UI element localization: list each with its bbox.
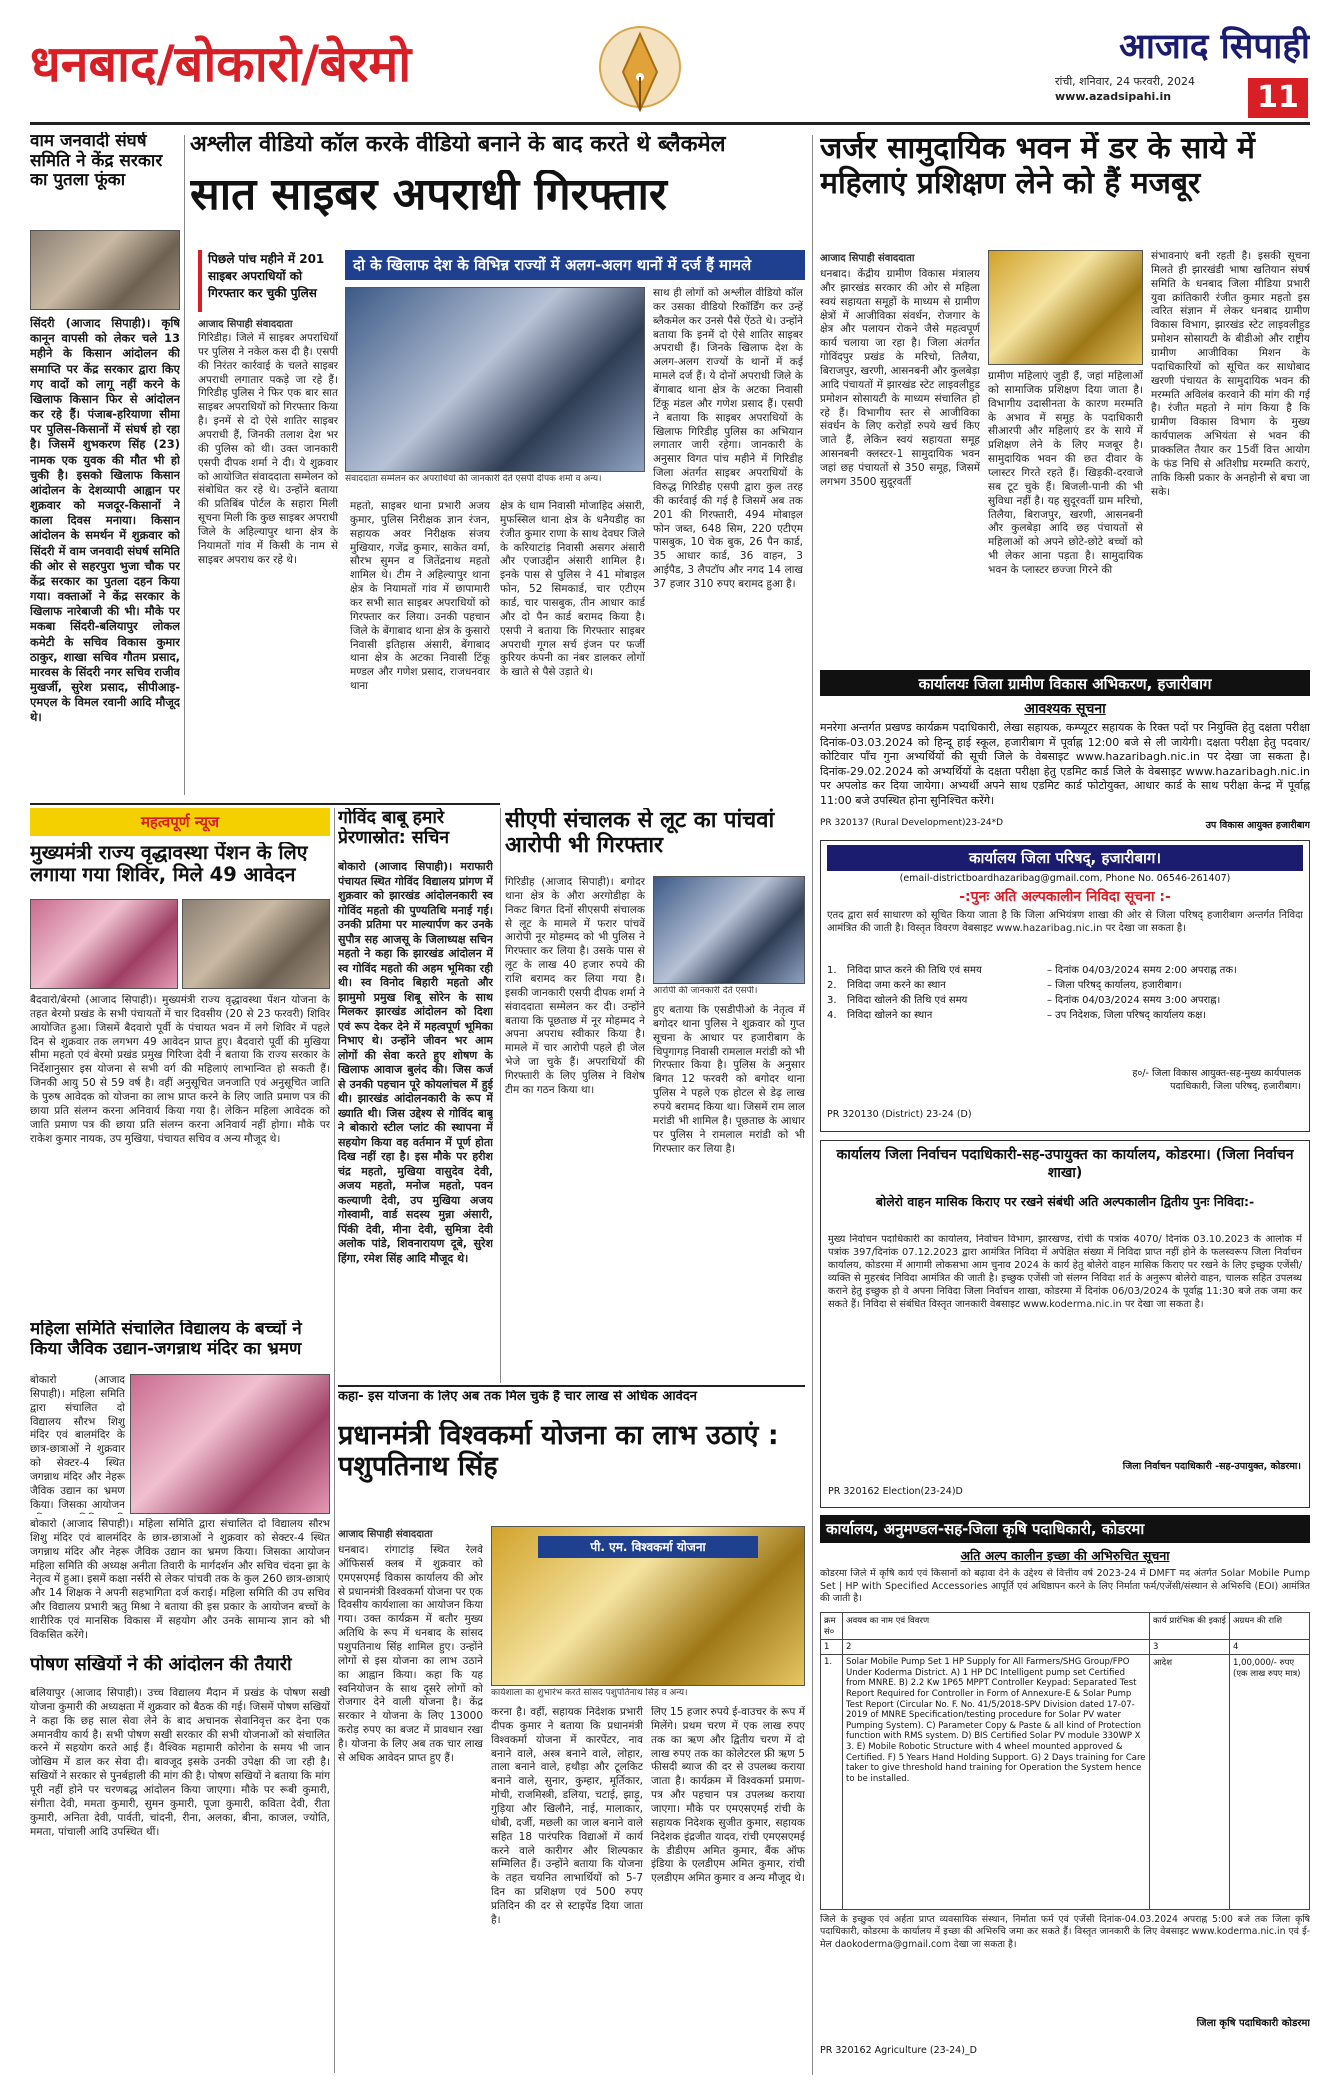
section-rule	[338, 1385, 805, 1387]
ad-body: मनरेगा अन्तर्गत प्रखण्ड कार्यक्रम पदाधिकारी, लेखा सहायक, कम्प्यूटर सहायक के रिक्त पदों पर नियुक्ति हेतु दक्षता परीक्षा दिनांक-03.03.2024 को हिन्दू हाई स्कूल, हजारीबाग में पूर्वाह्न 12:00 बजे से ली जायेगी। दक्षता परीक्षा हेतु पदवार/कोटिवार पाँच गुना अभ्यर्थियों की सूची जिले के वेबसाइट www.hazaribagh.nic.in पर देखा जा सकता है। दिनांक-29.02.2024 को अभ्यर्थियों के दक्षता परीक्षा हेतु एडमिट कार्ड जिले के वेबसाइट www.hazaribagh.nic.in पर अपलोड कर दिया जायेगा। अभ्यर्थी अपने साथ एडमिट कार्ड फोटोयुक्त, आधार कार्ड के साथ परीक्षा केन्द्र में पूर्वाह्न 11:00 बजे उपस्थित होना सुनिश्चित करेंगे।	[820, 721, 1310, 807]
ad-signature: उप विकास आयुक्त हजारीबाग	[1205, 820, 1310, 831]
website: www.azadsipahi.in	[1055, 90, 1172, 103]
body: सिंदरी (आजाद सिपाही)। कृषि कानून वापसी को लेकर चले 13 महीने के किसान आंदोलन की समाप्ति पर केंद्र सरकार द्वारा किए गए वादों को लागू नहीं करने के खिलाफ किसान फिर से आंदोलन कर रहे हैं। पंजाब-हरियाणा सीमा पर पुलिस-किसानों में संघर्ष हो रहा है। जिसमें शुभकरण सिंह (23) नामक एक युवक की मौत भी हो चुकी है। इसको खिलाफ किसान आंदोलन के देशव्यापी आह्वान पर शुक्रवार को मजदूर-किसानों ने काला दिवस मनाया। किसान आंदोलन के समर्थन में शुक्रवार को सिंदरी में वाम जनवादी संघर्ष समिति की ओर से सहरपुरा भुजा चौक पर केंद्र सरकार का पुतला दहन किया गया। वक्ताओं ने केंद्र सरकार के खिलाफ नारेबाजी की भी। मौके पर मकबा सिंदरी-बलियापुर लोकल कमेटी के सचिव विकास कुमार ठाकुर, शाखा सचिव गौतम प्रसाद, मारवस के सिंदरी नगर सचिव राजीव मुखर्जी, सुरेश प्रसाद, सीपीआइ-एमएल के विमल रवानी आदि मौजूद थे।	[30, 316, 180, 725]
footer-color-strip	[30, 2076, 1310, 2084]
body-col4: साथ ही लोगों को अश्लील वीडियो कॉल कर उसका वीडियो रिकॉर्डिंग कर उन्हें ब्लैकमेल कर उनसे पैसे ऐंठते थे। उन्होंने बताया कि इनमें दो ऐसे शातिर साइबर अपराधी हैं। जिनके खिलाफ देश के अलग-अलग राज्यों के थानों में कई मामले दर्ज हैं। ये दोनों अपराधी जिले के बेंगाबाद थाना क्षेत्र के अटका निवासी टिंकू मंडल और गणेश प्रसाद हैं। एसपी ने बताया कि साइबर अपराधियों के खिलाफ गिरिडीह पुलिस का अभियान लगातार जारी रहेगा। जानकारी के अनुसार विगत पांच महीने में गिरिडीह जिला अंतर्गत साइबर अपराधियों के विरुद्ध गिरिडीह एसपी द्वारा कुल तरह की कार्रवाई की गई है जिसमें अब तक 201 की गिरफ्तारी, 494 मोबाइल फोन जब्त, 648 सिम, 220 एटीएम पासबुक, 10 चेक बुक, 26 पैन कार्ड, 35 आधार कार्ड, 36 वाहन, 3 आईपैड, 3 लैपटॉप और नगद 14 लाख 37 हजार 310 रुपए बरामद हुआ है।	[653, 287, 803, 591]
ad-row	[827, 978, 1303, 993]
row-number: 2.	[827, 980, 837, 991]
ad-krishi	[820, 1515, 1310, 2070]
ad-rows	[827, 963, 1303, 1023]
masthead	[0, 0, 1325, 128]
ad-header: कार्यालय जिला निर्वाचन पदाधिकारी-सह-उपायुक्त का कार्यालय, कोडरमा। (जिला निर्वाचन शाखा)	[836, 1147, 1294, 1182]
paper-name: आजाद सिपाही	[1119, 27, 1310, 67]
ad-zila-parishad	[820, 840, 1310, 1132]
ad-pr: PR 320130 (District) 23-24 (D)	[827, 1109, 972, 1120]
body: बलियापुर (आजाद सिपाही)। उच्च विद्यालय मैदान में प्रखंड के पोषण सखी योजना कुमारी की अध्यक्षता में शुक्रवार को बैठक की गई। जिसमें पोषण सखियों ने कहा कि छह साल सेवा लेने के बाद अचानक सेवानिवृत्त कर देना एक अमानवीय कार्य है। सभी पोषण सखी सरकार की सभी योजनाओं को संचालित करने में सहयोग करते आई हैं। वैश्विक महामारी कोरोना के समय भी जान जोखिम में डाल कर सेवा दी। बावजूद इसके उनकी उपेक्षा की जा रही है। सखियों ने सरकार से पुनर्बहाली की मांग की है। पोषण सखियों ने बताया कि मांग पूरी नहीं होने पर चरणबद्ध आंदोलन किया जाएगा। मौके पर रूबी कुमारी, संगीता देवी, ममता कुमारी, सुमन कुमारी, पूजा कुमारी, कविता देवी, रीता कुमारी, अनिता देवी, पार्वती, चांदनी, रीना, अलका, बीना, काजल, ज्योति, ममता, पांचाली आदि उपस्थित थीं।	[30, 1687, 330, 1838]
photo-strip	[30, 899, 330, 989]
body-col2: महतो, साइबर थाना प्रभारी अजय कुमार, पुलिस निरीक्षक ज्ञान रंजन, सहायक अवर निरीक्षक संजय मुखियार, गजेंद्र कुमार, साकेत वर्मा, सौरभ सुमन व जितेंद्रनाथ महतो शामिल थे। टीम ने अहिल्यापुर थाना क्षेत्र के नियामतों गांव में छापामारी कर सभी सात साइबर अपराधियों को गिरफ्तार कर लिया। उनकी पहचान जिले के बेंगाबाद थाना क्षेत्र के कुसारो निवासी इतिहास अंसारी, बेंगाबाद थाना क्षेत्र के अटका निवासी टिंकू मण्डल और गणेश प्रसाद, राजधनवार थाना	[350, 500, 490, 693]
section-title: धनबाद/बोकारो/बेरमो	[30, 35, 412, 93]
headline: प्रधानमंत्री विश्वकर्मा योजना का लाभ उठाएं : पशुपतिनाथ सिंह	[338, 1420, 779, 1483]
body-left: बोकारो (आजाद सिपाही)। महिला समिति द्वारा संचालित दो विद्यालय सौरभ शिशु मंदिर एवं बालमंदिर के छात्र-छात्राओं ने शुक्रवार को सेक्टर-4 स्थित जगन्नाथ मंदिर और नेहरू जैविक उद्यान का भ्रमण किया। जिसका आयोजन	[30, 1374, 125, 1511]
column-header: कार्य प्रारंभिक की इकाई	[1150, 1613, 1230, 1640]
column-header: अग्रधन की राशि	[1230, 1613, 1310, 1640]
ad-pr: PR 320162 Election(23-24)D	[828, 1486, 963, 1497]
pen-nib-logo-icon	[575, 22, 705, 122]
body-col2: हुए बताया कि एसडीपीओ के नेतृत्व में बगोदर थाना पुलिस ने शुक्रवार को गुप्त सूचना के आधार पर हजारीबाग के चिपुगागड़ निवासी रामलाल मरांडी को भी गिरफ्तार किया है। पुलिस के अनुसार बिगत 12 फरवरी को बगोदर थाना पुलिस ने पहले एक होटल से डेढ़ लाख रुपये बरामद किया था। जिसमें राम लाल मरांडी भी शामिल है। पूछताछ के आधार पर पुलिस ने रामलाल मरांडी को भी गिरफ्तार कर लिया है।	[653, 1004, 805, 1155]
body: बोकारो (आजाद सिपाही)। मराफारी पंचायत स्थित गोविंद विद्यालय प्रांगण में शुक्रवार को झारखंड आंदोलनकारी स्व गोविंद महतो की पुण्यतिथि मनाई गई। उनकी प्रतिमा पर माल्यार्पण कर उनके सुपौत्र सह आजसू के जिलाध्यक्ष सचिन महतो ने कहा कि झारखंड आंदोलन में स्व गोविंद महतो की अहम भूमिका रही थी। स्व विनोद बिहारी महतो और झामुमो प्रमुख शिबू सोरेन के साथ मिलकर झारखंड आंदोलन को दिशा एवं रूप देकर देने में महत्वपूर्ण भूमिका निभाए थे। उन्होंने जीवन भर आम लोगों की सेवा करते हुए शोषण के खिलाफ आवाज बुलंद की। जिस कर्ज से उनकी पहचान पूरे कोयलांचल में हुई थी। झारखंड आंदोलनकारी के रूप में ख्याति थी। जिस उद्देश्य से गोविंद बाबू ने बोकारो स्टील प्लांट की स्थापना में सहयोग किया वह वर्तमान में पूर्ण होता दिख नहीं रहा है। इस मौके पर हरीश चंद्र महतो, मुखिया वासुदेव देवी, अजय महतो, मनोज महतो, पवन कल्याणी देवी, उप मुखिया अजय गोस्वामी, वार्ड सदस्य मुन्ना अंसारी, पिंकी देवी, मीना देवी, सुमित्रा देवी अलोक पांडे, शिवनारायण दूबे, सुरेश हिंगा, रमेश सिंह आदि मौजूद थे।	[338, 860, 493, 1265]
page-number: 11	[1248, 78, 1308, 118]
item-unit: आदेश	[1150, 1655, 1230, 1910]
ad-signature: ह०/- जिला विकास आयुक्त-सह-मुख्य कार्यपालक पदाधिकारी, जिला परिषद्, हजारीबाग।	[1132, 1068, 1301, 1092]
row-number: 3.	[827, 995, 837, 1006]
row-value: – दिनांक 04/03/2024 समय 2:00 अपराह्न तक।	[1047, 965, 1237, 976]
byline: आजाद सिपाही संवाददाता	[198, 319, 293, 330]
protest-photo	[30, 230, 180, 310]
ad-header: कार्यालयः जिला ग्रामीण विकास अभिकरण, हजारीबाग	[820, 670, 1310, 696]
school-trip-photo	[130, 1374, 330, 1514]
camp-photo-1	[30, 899, 178, 989]
byline: आजाद सिपाही संवाददाता	[338, 1529, 433, 1540]
headline: वाम जनवादी संघर्ष समिति ने केंद्र सरकार का पुतला फूंका	[30, 132, 163, 191]
ad-pr: PR 320137 (Rural Development)23-24*D	[820, 818, 1004, 828]
ad-footer: जिले के इच्छुक एवं अर्हता प्राप्त व्यवसायिक संस्थान, निर्माता फर्म एवं एजेंसी दिनांक-04.03.2024 अपराह्न 5:00 बजे तक जिला कृषि पदाधिकारी, कोडरमा के कार्यालय में इच्छा की अभिरुचि जमा कर सकते हैं। विस्तृत जानकारी के लिए वेबसाइट www.koderma.nic.in एवं ई-मेल daokoderma@gmail.com देखा जा सकता है।	[820, 1914, 1310, 1950]
ad-title: बोलेरो वाहन मासिक किराए पर रखने संबंधी अति अल्पकालीन द्वितीय पुनः निविदा:-	[875, 1194, 1255, 1209]
column-header: अवयव का नाम एवं विवरण	[843, 1613, 1150, 1640]
tender-table	[820, 1612, 1310, 1910]
row-number: 1.	[827, 965, 837, 976]
column-header: क्रम सं०	[821, 1613, 843, 1640]
column-number: 4	[1230, 1640, 1310, 1655]
ad-koderma-election	[820, 1140, 1310, 1508]
story-effigy	[30, 132, 180, 797]
story-pension	[30, 808, 330, 1313]
ad-header: कार्यालय जिला परिषद्, हजारीबाग।	[827, 845, 1303, 871]
body: बैदवारो/बेरमो (आजाद सिपाही)। मुख्यमंत्री राज्य वृद्धावस्था पेंशन योजना के तहत बेरमो प्रखंड के सभी पंचायतों में चार दिवसीय (20 से 23 फरवरी) शिविर आयोजित हुआ। जिसमें बैदवारो पूर्वी के पंचायत भवन में लगे शिविर में पहले दिन से शुक्रवार तक लगभग 49 आवेदन प्राप्त हुए। बैदवारो पूर्वी की मुखिया सीमा महतो एवं बेरमो प्रखंड प्रमुख गिरिजा देवी ने बताया कि राज्य सरकार के निर्देशानुसार इस योजना से सभी वर्ग की महिलाएं लाभान्वित हो सकती हैं। जिनकी आयु 50 से 59 वर्ष है। वहीं अनुसूचित जनजाति एवं अनुसूचित जाति के पुरुष आवेदक को योजना का लाभ प्राप्त करने के लिए जाति प्रमाण पत्र की छाया प्रति संलग्न करना अनिवार्य किया गया है। लेकिन महिला आवेदक को जाति प्रमाण पत्र की छाया प्रति संलग्न करना अनिवार्य नहीं होगा। मौके पर राकेश कुमार नायक, उप मुखिया, पंचायत सचिव व अन्य मौजूद थे।	[30, 994, 330, 1145]
ad-hazaribag	[820, 670, 1310, 835]
row-value: – जिला परिषद् कार्यालय, हजारीबाग।	[1047, 980, 1182, 991]
item-description: Solar Mobile Pump Set 1 HP Supply for All Farmers/SHG Group/FPO Under Koderma District. A) 1 HP DC Intelligent pump set Certified from MNRE. B) 2.2 Kw 1P65 MPPT Controller Keypad: Separated Test Report Required for Controller in Form of Annexure-E & Solar Pump Test Report (Circular No. F. No. 41/5/2018-SPV Division dated 17-07-2019 of MNRE Specification/testing procedure for Solar PV water Pumping System). C) Parameter Copy & Paste & all kind of Protection function with RMS system. D) BIS Certified Solar PV module 330WP X 3. E) Mobile Robotic Structure with 4 wheel mounted approved & Certified. F) 5 Years Hand Holding Support. G) 2 Days training for Care taker to give threshold hand training for Operation the System hence to be installed.	[843, 1655, 1150, 1910]
ad-header: कार्यालय, अनुमण्डल-सह-जिला कृषि पदाधिकारी, कोडरमा	[820, 1515, 1310, 1543]
ad-signature: जिला निर्वाचन पदाधिकारी -सह-उपायुक्त, कोडरमा।	[1122, 1461, 1301, 1472]
ad-row	[827, 963, 1303, 978]
row-number: 4.	[827, 1010, 837, 1021]
banner: दो के खिलाफ देश के विभिन्न राज्यों में अलग-अलग थानों में दर्ज हैं मामले	[345, 250, 805, 280]
kicker: अश्लील वीडियो कॉल करके वीडियो बनाने के बाद करते थे ब्लैकमेल	[190, 132, 726, 157]
table-header-row	[821, 1613, 1310, 1640]
sp-briefing-photo	[653, 876, 805, 984]
row-value: – दिनांक 04/03/2024 समय 3:00 अपराह्न।	[1047, 995, 1221, 1006]
press-conference-photo	[345, 287, 645, 472]
ad-email: (email-districtboardhazaribag@gmail.com, Phone No. 06546-261407)	[899, 873, 1231, 884]
ad-body: मुख्य निर्वाचन पदाधिकारी का कार्यालय, निर्वाचन विभाग, झारखण्ड, रांची के पत्रांक 4070/ दिनांक 03.10.2023 के आलोक में पत्रांक 397/दिनांक 07.12.2023 द्वारा आमंत्रित निविदा में अपेक्षित संख्या में निविदा प्राप्त नहीं होने के फलस्वरूप जिला निर्वाचन कार्यालय, कोडरमा में आगामी लोकसभा आम चुनाव 2024 के कार्य हेतु बोलेरो वाहन मासिक किराए पर रखने के लिए इच्छुक एजेंसी/व्यक्ति से मुहरबंद निविदा आमंत्रित की जाती है। इच्छुक एजेंसी जो संलग्न निविदा शर्त के अनुरूप बोलेरो वाहन, चालक सहित उपलब्ध कराने हेतु इच्छुक हो वे अपना निविदा जिला निर्वाचन शाखा, कोडरमा में दिनांक 06/03/2024 के पूर्वाह्न 11:30 बजे तक जमा कर सकते हैं। निविदा से संबंधित विस्तृत जानकारी वेबसाइट www.koderma.nic.in पर देखा जा सकता है।	[828, 1234, 1302, 1310]
body-col1: धनबाद। रांगाटांड़ स्थित रेलवे ऑफिसर्स क्लब में शुक्रवार को एमएसएमई विकास कार्यालय की ओर से प्रधानमंत्री विश्वकर्मा योजना पर एक दिवसीय कार्यशाला का आयोजन किया गया। उक्त कार्यक्रम में बतौर मुख्य अतिथि के रूप में धनबाद के सांसद पशुपतिनाथ सिंह शामिल हुए। उन्होंने लोगों से इस योजना का लाभ उठाने का आह्वान किया। कहा कि यह स्वनियोजन के साथ दूसरे लोगों को रोजगार देने वाली योजना है। केंद्र सरकार ने योजना के लिए 13000 करोड़ रुपए का बजट में प्रावधान रखा है। योजना के लिए अब तक चार लाख से अधिक आवेदन प्राप्त हुए हैं।	[338, 1544, 483, 1764]
table-number-row	[821, 1640, 1310, 1655]
row-label: निविदा प्राप्त करने की तिथि एवं समय	[847, 965, 982, 976]
column-rule	[812, 135, 813, 2075]
story-vishwakarma	[338, 1390, 805, 2075]
headline: जर्जर सामुदायिक भवन में डर के साये में महिलाएं प्रशिक्षण लेने को हैं मजबूर	[820, 132, 1255, 201]
item-number: 1.	[821, 1655, 843, 1910]
story-loot	[505, 808, 805, 1383]
tag-label: महत्वपूर्ण न्यूज	[30, 808, 330, 836]
body-col1: धनबाद। केंद्रीय ग्रामीण विकास मंत्रालय और झारखंड सरकार की ओर से महिला स्वयं सहायता समूहों के माध्यम से ग्रामीण क्षेत्रों में आजीविका संवर्धन, रोजगार के क्षेत्र और पलायन रोकने जैसे महत्वपूर्ण कार्य चलाया जा रहा है। जिला अंतर्गत गोविंदपुर प्रखंड के मरिचो, तिलैया, बिराजपुर, खरणी, आसनबनी और कुलबेड़ा आदि पंचायतों में झारखंड स्टेट लाइवलीहुड प्रमोशन सोसायटी के माध्यम संचालित हो रहे हैं। विभागीय स्तर से आजीविका संवर्धन के लिए करोड़ों रुपये खर्च किए जाते हैं, लेकिन स्वयं सहायता समूह आसनबनी क्लस्टर-1 सामुदायिक भवन जहां छह पंचायतों से 350 समूह, जिसमें लगभग 3500 सुदूरवर्ती	[820, 268, 980, 488]
story-bhawan	[820, 132, 1310, 667]
photo-caption: आरोपी की जानकारी देते एसपी।	[653, 986, 758, 996]
byline: आजाद सिपाही संवाददाता	[820, 253, 915, 264]
body-col1: गिरिडीह (आजाद सिपाही)। बगोदर थाना क्षेत्र के औरा अरगोडीहा के निकट बिगत दिनों सीएसपी संचालक से लूट के मामले में फरार पांचवें आरोपी नूर मोहम्मद को भी पुलिस ने गिरफ्तार कर लिया है। उसके पास से लूट के लाख 40 हजार रुपये की राशि बरामद कर लिया गया है। इसकी जानकारी एसपी दीपक शर्मा ने संवाददाता सम्मेलन कर दी। उन्होंने बताया कि पूछताछ में नूर मोहम्मद ने अपना अपराध स्वीकार किया है। मामले में चार आरोपी पहले ही जेल भेजे जा चुके हैं। अपराधियों की गिरफ्तारी के लिए पुलिस ने विशेष टीम का गठन किया था।	[505, 876, 645, 1096]
body-col1: गिरिडीह। जिले में साइबर अपराधियों पर पुलिस ने नकेल कस दी है। एसपी की निरंतर कार्रवाई के चलते साइबर अपराधी लगातार पकड़े जा रहे हैं। गिरिडीह पुलिस ने फिर एक बार सात साइबर अपराधियों को गिरफ्तार किया है। इनमें से दो ऐसे शातिर साइबर अपराधी हैं, जिनकी तलाश देश भर की पुलिस को थी। उक्त जानकारी एसपी दीपक शर्मा ने दी। ये शुक्रवार को आयोजित संवाददाता सम्मेलन को संबोधित कर रहे थे। उन्होंने बताया की प्रतिबिंब पोर्टल के सहारा मिली सूचना मिली कि कुछ साइबर अपराधी जिले के अहिल्यापुर थाना क्षेत्र के नियामतों गांव में किसी के नाम से साइबर अपराध कर रहे थे।	[198, 332, 338, 566]
section-rule	[30, 803, 500, 805]
row-value: – उप निदेशक, जिला परिषद् कार्यालय कक्ष।	[1047, 1010, 1207, 1021]
column-number: 1	[821, 1640, 843, 1655]
kicker: कहा- इस योजना के लिए अब तक मिल चुके हैं चार लाख से अधिक आवेदन	[338, 1390, 697, 1404]
body-col3: क्षेत्र के धाम निवासी मोजाहिद अंसारी, मुफस्सिल थाना क्षेत्र के धनैयडीह का रंजीत कुमार राणा के साथ देवघर जिले के करियाटांड़ निवासी असगर अंसारी और एजाउद्दीन अंसारी शामिल है। इनके पास से पुलिस ने 41 मोबाइल फोन, 52 सिमकार्ड, चार एटीएम कार्ड, चार पासबुक, तीन आधार कार्ड और दो पैन कार्ड बरामद किया है। एसपी ने बताया कि गिरफ्तार साइबर अपराधी गूगल सर्च इंजन पर फर्जी कुरियर कंपनी का नंबर डालकर लोगों के खाते से पैसे उड़ाते थे।	[500, 500, 645, 679]
story-gobind	[338, 808, 493, 1383]
body-col2: ग्रामीण महिलाएं जुड़ी हैं, जहां महिलाओं को सामाजिक प्रशिक्षण दिया जाता है। विभागीय उदासीनता के कारण मरम्मति के अभाव में समूह के पदाधिकारी सीआरपी और महिलाएं डर के साये में प्रशिक्षण लेने के लिए मजबूर है। सामुदायिक भवन की छत दीवार के प्लास्टर गिरते रहते हैं। खिड़की-दरवाजे सब टूट चुके हैं। बिजली-पानी की भी सुविधा नहीं है। यह सुदूरवर्ती ग्राम मरिचो, तिलैया, बिराजपुर, खरणी, आसनबनी और कुलबेड़ा आदि छह पंचायतों से महिलाओं को अपने छोटे-छोटे बच्चों को भी लेकर आना पड़ता है। सामुदायिक भवन के प्लास्टर छज्जा गिरने की	[988, 370, 1143, 577]
body-col2: करना है। वहीं, सहायक निदेशक प्रभारी दीपक कुमार ने बताया कि प्रधानमंत्री विश्वकर्मा योजना में कारपेंटर, नाव बनाने वाले, अस्त्र बनाने वाले, लोहार, ताला बनाने वाले, हथौड़ा और टूलकिट बनाने वाले, सुनार, कुम्हार, मूर्तिकार, मोची, राजमिस्त्री, डलिया, चटाई, झाड़ू, गुड़िया और खिलौने, नाई, मालाकार, धोबी, दर्जी, मछली का जाल बनाने वाले सहित 18 पारंपरिक विद्याओं में कार्य करने वाले कारीगर और शिल्पकार सम्मिलित हैं। उन्होंने बताया कि योजना के तहत चयनित लाभार्थियों को 5-7 दिन का प्रशिक्षण एवं 500 रुपए प्रतिदिन की दर से स्टाइपेंड दिया जाता है।	[491, 1706, 643, 1926]
headline: सीएपी संचालक से लूट का पांचवां आरोपी भी गिरफ्तार	[505, 808, 775, 859]
row-label: निविदा जमा करने का स्थान	[847, 980, 946, 991]
ad-signature: जिला कृषि पदाधिकारी कोडरमा	[1196, 2018, 1310, 2029]
photo-caption: कार्यशाला का शुभारंभ करते सांसद पशुपतिनाथ सिंह व अन्य।	[491, 1688, 688, 1698]
column-number: 3	[1150, 1640, 1230, 1655]
headline: महिला समिति संचालित विद्यालय के बच्चों ने किया जैविक उद्यान-जगन्नाथ मंदिर का भ्रमण	[30, 1320, 302, 1359]
headline: गोविंद बाबू हमारे प्रेरणास्रोत: सचिन	[338, 808, 450, 849]
column-number: 2	[843, 1640, 1150, 1655]
body-col3: लिए 15 हजार रुपये ई-वाउचर के रूप में मिलेंगे। प्रथम चरण में एक लाख रुपए तक का ऋण और द्वितीय चरण में दो लाख रुपए तक का कोलेटरल फ्री ऋण 5 फीसदी ब्याज की दर से उपलब्ध कराया जाता है। कार्यक्रम में विश्वकर्मा प्रमाण-पत्र और पहचान पत्र उपलब्ध कराया जाएगा। मौके पर एमएसएमई रांची के सहायक निदेशक सुजीत कुमार, सहायक निदेशक इंद्रजीत यादव, रांची एमएसएमई के डीडीएम अमित कुमार, बैंक ऑफ इंडिया के एलडीएम अमित कुमार, रांची एलडीएम अमित कुमार व अन्य मौजूद थे।	[651, 1706, 805, 1885]
ad-title: अति अल्प कालीन इच्छा की अभिरुचित सूचना	[960, 1548, 1170, 1563]
column-rule	[334, 808, 335, 2073]
story-poshan	[30, 1655, 330, 2075]
item-amount: 1,00,000/- रुपए (एक लाख रुपए मात्र)	[1230, 1655, 1310, 1910]
story-garden	[30, 1320, 330, 1650]
subdeck: पिछले पांच महीने में 201 साइबर अपराधियों को गिरफ्तार कर चुकी पुलिस	[198, 250, 338, 312]
column-rule	[500, 808, 501, 1383]
dateline: रांची, शनिवार, 24 फरवरी, 2024	[1055, 75, 1195, 88]
ad-intro: कोडरमा जिले में कृषि कार्य एवं किसानों को बढ़ावा देने के उद्देश्य से वित्तीय वर्ष 2023-24 में DMFT मद अंतर्गत Solar Mobile Pump Set | HP with Specified Accessories आपूर्ति एवं अधिष्ठापन करने के लिए निर्माता फर्म/एजेंसी/संस्थान से अभिरुचि (EOI) आमंत्रित की जाती है।	[820, 1568, 1310, 1605]
ad-pr: PR 320162 Agriculture (23-24)_D	[820, 2045, 977, 2056]
table-row	[821, 1655, 1310, 1910]
banner-text: पी. एम. विश्वकर्मा योजना	[538, 1536, 758, 1558]
ad-title: आवश्यक सूचना	[1024, 701, 1106, 717]
story-cyber	[190, 132, 805, 802]
ad-row	[827, 993, 1303, 1008]
camp-photo-2	[182, 899, 330, 989]
column-rule	[184, 135, 185, 795]
body-bottom: बोकारो (आजाद सिपाही)। महिला समिति द्वारा संचालित दो विद्यालय सौरभ शिशु मंदिर एवं बालमंदिर के छात्र-छात्राओं ने शुक्रवार को सेक्टर-4 स्थित जगन्नाथ मंदिर और नेहरू जैविक उद्यान का भ्रमण किया। जिसका आयोजन महिला समिति की अध्यक्ष अनीता तिवारी के मार्गदर्शन और सचिव चंदना झा के नेतृत्व में हुआ। इसमें कक्षा नर्सरी से लेकर पांचवी तक के कुल 260 छात्र-छात्राएं और 14 शिक्षक ने अपनी सहभागिता दर्ज कराई। महिला समिति की उप सचिव और विद्यालय प्रभारी ऋतु मिश्रा ने बताया की इस प्रकार के आयोजन बच्चों के शारीरिक एवं मानसिक विकास में सहयोग और उनके सामान्य ज्ञान को भी विकसित करेंगे।	[30, 1518, 330, 1641]
headline: सात साइबर अपराधी गिरफ्तार	[190, 170, 667, 220]
row-label: निविदा खोलने की तिथि एवं समय	[847, 995, 968, 1006]
body-col3: संभावनाएं बनी रहती है। इसकी सूचना मिलते ही झारखंडी भाषा खतियान संघर्ष समिति के धनबाद जिला मीडिया प्रभारी युवा क्रांतिकारी रंजीत कुमार महतो इस त्वरित संज्ञान में लेकर धनबाद ग्रामीण विकास विभाग, झारखंड स्टेट लाइवलीहुड प्रमोशन सोसायटी के बीडीओ और राष्ट्रीय ग्रामीण आजीविका मिशन के पदाधिकारियों को सूचित कर साधोबाद खरणी पंचायत के सामुदायिक भवन की मरम्मति अविलंब करवाने की मांग की गई है। रंजीत महतो ने मांग किया है कि ग्रामीण विकास विभाग के मुख्य कार्यपालक अभियंता से भवन की प्राक्कलित तैयार कर 15वीं वित्त आयोग के फंड निधि से अतिशीघ्र मरम्मति कराएं, ताकि किसी प्रकार के अनहोनी से बचा जा सके।	[1151, 250, 1310, 498]
photo-caption: संवाददाता सम्मेलन कर अपराधियों की जानकारी देते एसपी दीपक शर्मा व अन्य।	[345, 474, 602, 484]
headline: मुख्यमंत्री राज्य वृद्धावस्था पेंशन के लिए लगाया गया शिविर, मिले 49 आवेदन	[30, 842, 308, 887]
ad-row	[827, 1008, 1303, 1023]
ad-body: एतद द्वारा सर्व साधारण को सूचित किया जाता है कि जिला अभियंत्रण शाखा की ओर से जिला परिषद् हजारीबाग अन्तर्गत निविदा आमंत्रित की जाती है। विस्तृत विवरण वेबसाइट www.hazaribag.nic.in पर देखा जा सकता है।	[827, 910, 1303, 935]
community-hall-photo	[988, 250, 1143, 365]
ad-title: -:पुनः अति अल्पकालीन निविदा सूचना :-	[959, 889, 1171, 905]
masthead-rule	[30, 122, 1310, 125]
row-label: निविदा खोलने का स्थान	[847, 1010, 933, 1021]
headline: पोषण सखियों ने की आंदोलन की तैयारी	[30, 1655, 292, 1675]
